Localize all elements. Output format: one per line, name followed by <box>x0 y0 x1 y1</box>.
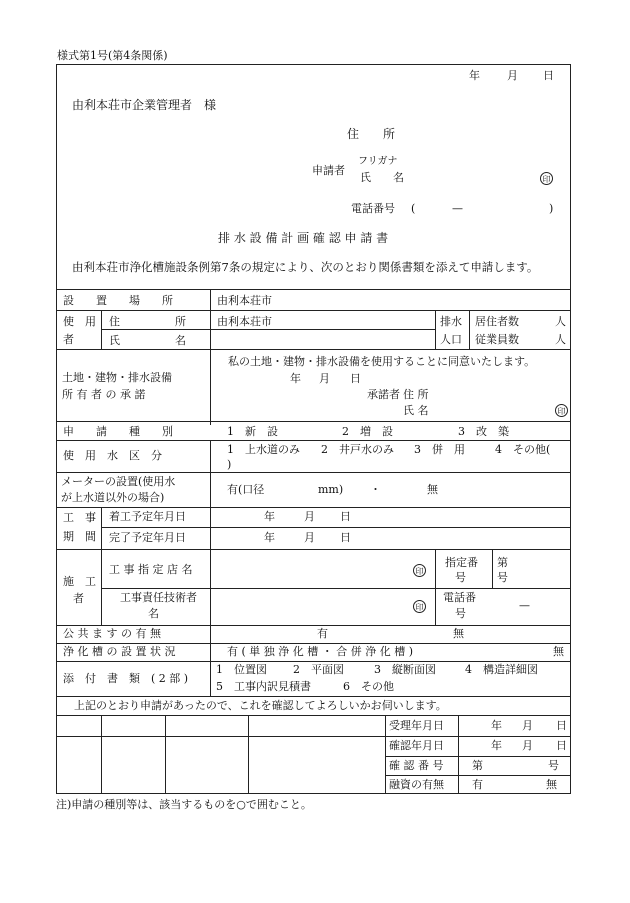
meter-separator: ・ <box>370 483 381 496</box>
water-label: 使 用 水 区 分 <box>63 449 162 462</box>
docs-structure: 4 構造詳細図 <box>465 663 538 676</box>
septic-label: 浄 化 槽 の 設 置 状 況 <box>63 645 176 658</box>
start-date-label: 着工予定年月日 <box>109 510 186 523</box>
app-type-label: 申 請 種 別 <box>63 425 173 438</box>
public-yes[interactable]: 有 <box>317 627 328 640</box>
docs-floor-plan: 2 平面図 <box>293 663 344 676</box>
residents-label: 居住者数 <box>475 315 519 328</box>
end-date-label: 完了予定年月日 <box>109 531 186 544</box>
end-year: 年 <box>264 531 275 544</box>
water-other[interactable]: 4 その他( <box>495 443 551 456</box>
drain-pop-label-1: 排水 <box>440 315 462 328</box>
location-value: 由利本荘市 <box>217 294 272 307</box>
applicant-phone-close: ) <box>549 202 554 215</box>
applicant-seal-icon: 印 <box>540 172 553 185</box>
form-label: 様式第1号(第4条関係) <box>57 49 168 62</box>
applicant-phone-label: 電話番号 <box>351 202 395 215</box>
contractor-label-2: 者 <box>73 592 84 605</box>
user-label-1: 使 用 <box>63 315 96 328</box>
septic-yes[interactable]: 有 ( 単 独 浄 化 槽 ・ 合 併 浄 化 槽 ) <box>227 645 414 658</box>
received-year: 年 <box>491 719 502 732</box>
confirmation-text: 上記のとおり申請があったので、これを確認してよろしいかお伺いします。 <box>74 699 447 712</box>
meter-unit: mm) <box>318 483 344 496</box>
consent-label-2: 所 有 者 の 承 諾 <box>62 388 146 401</box>
number-label: 確 認 番 号 <box>389 759 444 772</box>
consent-label-1: 土地・建物・排水設備 <box>62 371 172 384</box>
designated-no-label-1: 指定番 <box>445 556 478 569</box>
received-month: 月 <box>522 719 533 732</box>
applicant-role-label: 申請者 <box>312 164 345 177</box>
app-type-rebuild[interactable]: 3 改 築 <box>458 425 509 438</box>
period-label-2: 期 間 <box>63 530 96 543</box>
applicant-phone-dash: — <box>452 202 463 215</box>
received-label: 受理年月日 <box>389 719 444 732</box>
public-label: 公 共 ま す の 有 無 <box>63 627 161 640</box>
footnote: 注)申請の種別等は、該当するものを○で囲むこと。 <box>56 798 312 811</box>
public-no[interactable]: 無 <box>453 627 464 640</box>
consent-seal-icon: 印 <box>555 404 568 417</box>
docs-location-map: 1 位置図 <box>216 663 267 676</box>
location-label: 設 置 場 所 <box>63 294 173 307</box>
form-title: 排 水 設 備 計 画 確 認 申 請 書 <box>218 231 389 245</box>
addressee: 由利本荘市企業管理者 様 <box>72 98 217 112</box>
designated-dai: 第 <box>497 556 508 569</box>
applicant-phone-open: ( <box>411 202 416 215</box>
water-well-only[interactable]: 2 井戸水のみ <box>321 443 394 456</box>
meter-no[interactable]: 無 <box>427 483 438 496</box>
engineer-seal-icon: 印 <box>413 600 426 613</box>
residents-unit: 人 <box>555 315 566 328</box>
applicant-address-label: 住 所 <box>347 127 396 141</box>
drain-pop-label-2: 人口 <box>440 333 462 346</box>
tel-dash: — <box>519 599 530 612</box>
water-combined[interactable]: 3 併 用 <box>414 443 465 456</box>
employees-unit: 人 <box>555 333 566 346</box>
docs-label: 添 付 書 類 ( 2 部 ) <box>63 672 189 685</box>
start-month: 月 <box>304 510 315 523</box>
loan-yes[interactable]: 有 <box>472 778 483 791</box>
loan-label: 融資の有無 <box>389 778 444 791</box>
header-month: 月 <box>507 69 518 82</box>
user-address-value: 由利本荘市 <box>217 315 272 328</box>
period-label-1: 工 事 <box>63 511 96 524</box>
confirmed-month: 月 <box>522 739 533 752</box>
app-type-new[interactable]: 1 新 設 <box>227 425 278 438</box>
confirmed-year: 年 <box>491 739 502 752</box>
applicant-name-label: 氏 名 <box>360 171 404 184</box>
meter-yes[interactable]: 有(口径 <box>227 483 265 496</box>
number-dai: 第 <box>472 759 483 772</box>
consent-month: 月 <box>319 372 330 385</box>
docs-other: 6 その他 <box>343 680 394 693</box>
meter-label-1: メーターの設置(使用水 <box>61 475 176 488</box>
engineer-label-1: 工事責任技術者 <box>120 591 197 604</box>
end-day: 日 <box>340 531 351 544</box>
applicant-furigana-label: フリガナ <box>358 156 398 167</box>
store-seal-icon: 印 <box>413 564 426 577</box>
user-address-label: 住 所 <box>109 315 186 328</box>
app-type-extension[interactable]: 2 増 設 <box>342 425 393 438</box>
store-label: 工 事 指 定 店 名 <box>109 563 193 576</box>
meter-label-2: が上水道以外の場合) <box>61 491 165 504</box>
received-day: 日 <box>556 719 567 732</box>
engineer-label-2: 名 <box>148 607 159 620</box>
contractor-label-1: 施 工 <box>63 575 96 588</box>
employees-label: 従業員数 <box>475 333 519 346</box>
confirmed-label: 確認年月日 <box>389 739 444 752</box>
consent-address: 住 所 <box>403 388 429 401</box>
consent-day: 日 <box>350 372 361 385</box>
user-label-2: 者 <box>63 333 74 346</box>
start-day: 日 <box>340 510 351 523</box>
designated-no-label-2: 号 <box>455 571 466 584</box>
loan-no[interactable]: 無 <box>546 778 557 791</box>
water-other-close: ) <box>227 458 232 471</box>
number-go: 号 <box>548 759 559 772</box>
tel-no-label-2: 号 <box>455 607 466 620</box>
designated-go: 号 <box>497 571 508 584</box>
consent-signer: 承諾者 <box>367 388 400 401</box>
intro-text: 由利本荘市浄化槽施設条例第7条の規定により、次のとおり関係書類を添えて申請します。 <box>72 260 539 274</box>
docs-section: 3 縦断面図 <box>374 663 436 676</box>
start-year: 年 <box>264 510 275 523</box>
docs-estimate: 5 工事内訳見積書 <box>216 680 311 693</box>
user-name-label: 氏 名 <box>109 334 186 347</box>
tel-no-label-1: 電話番 <box>443 591 476 604</box>
consent-name: 氏 名 <box>403 404 429 417</box>
header-year: 年 <box>469 69 480 82</box>
consent-year: 年 <box>290 372 301 385</box>
header-day: 日 <box>543 69 554 82</box>
septic-no[interactable]: 無 <box>553 645 564 658</box>
confirmed-day: 日 <box>556 739 567 752</box>
end-month: 月 <box>304 531 315 544</box>
water-tap-only[interactable]: 1 上水道のみ <box>227 443 300 456</box>
consent-text: 私の土地・建物・排水設備を使用することに同意いたします。 <box>228 355 536 368</box>
